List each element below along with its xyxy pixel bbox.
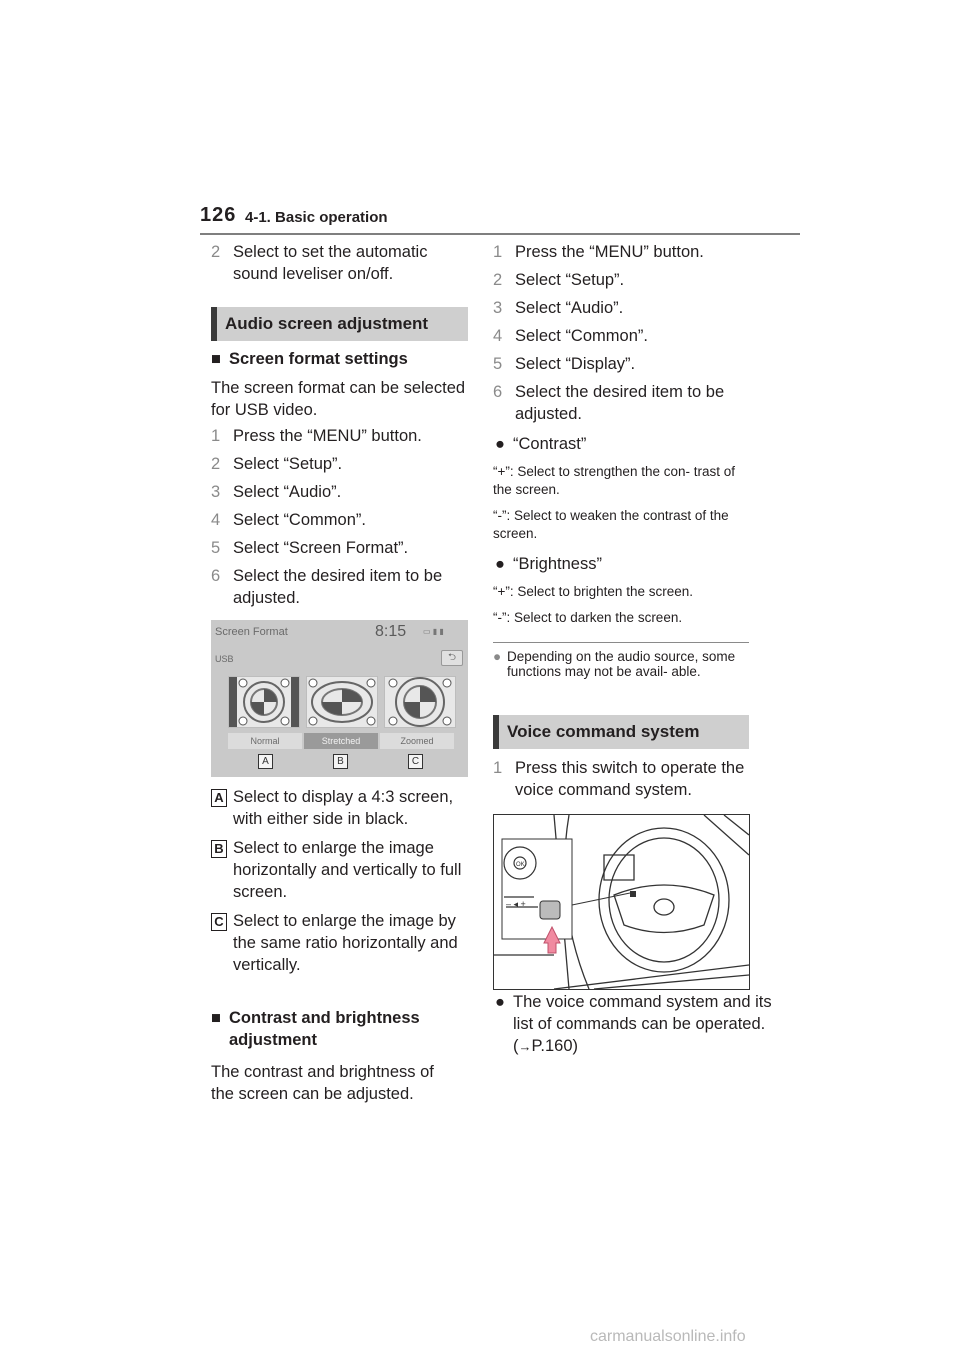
step-text: Select “Screen Format”. xyxy=(233,539,409,557)
step-list xyxy=(493,241,755,425)
step-text: Press the “MENU” button. xyxy=(515,243,704,261)
step-item xyxy=(493,353,755,375)
step-text: Select “Display”. xyxy=(515,355,636,373)
item-text: Select to enlarge the image by the same ratio horizontally and vertically. xyxy=(233,912,458,974)
bullet-brightness xyxy=(493,553,755,575)
screen-title: Screen Format xyxy=(215,626,288,638)
note-rule xyxy=(493,642,749,643)
brightness-minus-text: “-”: Select to darken the screen. xyxy=(493,610,683,625)
vc-step-1 xyxy=(493,757,775,801)
screen-format-block xyxy=(211,348,469,609)
step-text: Press this switch to operate the voice command system. xyxy=(515,759,745,799)
arrow-icon: → xyxy=(518,1039,532,1054)
badge-b: B xyxy=(211,840,227,858)
step-text: Select “Common”. xyxy=(515,327,648,345)
step-text: Select “Setup”. xyxy=(515,271,625,289)
svg-text:– ◂ +: – ◂ + xyxy=(506,899,526,909)
step-number: 2 xyxy=(211,243,221,261)
step-text: Select “Audio”. xyxy=(515,299,624,317)
step-number: 3 xyxy=(493,299,503,317)
preview-stretched xyxy=(306,676,378,728)
screen-source: USB xyxy=(215,654,234,664)
screen-clock: 8:15 xyxy=(375,623,407,640)
subheading-text: Screen format settings xyxy=(229,350,408,368)
item-text: Select to enlarge the image horizontally and vertically to full screen. xyxy=(233,839,462,901)
step-item xyxy=(211,481,469,503)
callout-b: B xyxy=(333,754,348,769)
page-reference-link[interactable]: P.160) xyxy=(531,1037,578,1055)
step-number: 2 xyxy=(493,271,503,289)
step-number: 2 xyxy=(211,455,221,473)
vc-bullet xyxy=(493,991,773,1058)
step-text: Press the “MENU” button. xyxy=(233,427,422,445)
item-c xyxy=(211,910,473,976)
square-bullet-icon: ■ xyxy=(211,350,221,368)
bullet-icon: ● xyxy=(495,435,505,453)
callout-c: C xyxy=(408,754,423,769)
step-number: 4 xyxy=(211,511,221,529)
step-item xyxy=(211,425,469,447)
step-text: Select to set the automatic sound leveliser on/off. xyxy=(233,243,428,283)
left-column xyxy=(211,241,473,285)
item-text: Select to display a 4:3 screen, with either side in black. xyxy=(233,788,454,828)
bullet-contrast xyxy=(493,433,755,455)
page-number: 126 xyxy=(200,204,237,226)
steering-wheel-illustration xyxy=(493,814,750,990)
subheading-text: Contrast and brightness adjustment xyxy=(229,1009,420,1049)
tab-zoomed[interactable]: Zoomed xyxy=(380,733,454,749)
step-text: Select “Setup”. xyxy=(233,455,343,473)
bullet-icon: ● xyxy=(495,555,505,573)
subheading-contrast-brightness xyxy=(211,1007,461,1051)
step-number: 1 xyxy=(493,759,503,777)
tab-normal[interactable]: Normal xyxy=(228,733,302,749)
header-rule xyxy=(200,233,800,235)
step-number: 5 xyxy=(211,539,221,557)
test-pattern-icon xyxy=(307,677,377,727)
step-item xyxy=(211,453,469,475)
step-number: 3 xyxy=(211,483,221,501)
step-text: Select the desired item to be adjusted. xyxy=(515,383,725,423)
step-number: 5 xyxy=(493,355,503,373)
step-text: Select “Audio”. xyxy=(233,483,342,501)
status-icons: ▭ ▮ ▮ xyxy=(423,627,444,636)
step-number: 6 xyxy=(493,383,503,401)
step-list xyxy=(211,425,469,609)
preview-zoomed xyxy=(384,676,456,728)
intro-text: The contrast and brightness of the screen can be adjusted. xyxy=(211,1063,434,1103)
note-audio-source xyxy=(493,649,759,679)
contrast-minus-text: “-”: Select to weaken the contrast of the screen. xyxy=(493,508,729,541)
square-bullet-icon: ■ xyxy=(211,1009,221,1027)
step-item xyxy=(493,241,755,263)
watermark: carmanualsonline.info xyxy=(590,1328,746,1345)
screen-format-illustration xyxy=(211,620,468,777)
step-item xyxy=(211,537,469,559)
badge-c: C xyxy=(211,913,227,931)
badge-a: A xyxy=(211,789,227,807)
test-pattern-icon xyxy=(229,677,299,727)
preview-normal xyxy=(228,676,300,728)
section-title-audio-screen: Audio screen adjustment xyxy=(211,307,468,341)
back-arrow-icon: ⮌ xyxy=(441,650,463,666)
step-item xyxy=(493,325,755,347)
step-number: 6 xyxy=(211,567,221,585)
item-b xyxy=(211,837,473,903)
step-number: 1 xyxy=(211,427,221,445)
bullet-text: “Brightness” xyxy=(513,555,602,573)
note-bullet-icon: ● xyxy=(493,649,502,664)
section-title-voice-command: Voice command system xyxy=(493,715,749,749)
bullet-icon: ● xyxy=(495,993,505,1011)
step-item xyxy=(493,269,755,291)
tab-stretched[interactable]: Stretched xyxy=(304,733,378,749)
bullet-text: The voice command system and its list of commands can be operated. ( xyxy=(513,993,772,1055)
step-text: Select the desired item to be adjusted. xyxy=(233,567,443,607)
callout-a: A xyxy=(258,754,273,769)
step-text: Select “Common”. xyxy=(233,511,366,529)
step-number: 1 xyxy=(493,243,503,261)
item-descriptions xyxy=(211,786,473,976)
test-pattern-icon xyxy=(385,677,455,727)
step-item xyxy=(211,509,469,531)
svg-text:OK: OK xyxy=(516,862,525,868)
bullet-text: “Contrast” xyxy=(513,435,587,453)
brightness-plus-text: “+”: Select to brighten the screen. xyxy=(493,584,693,599)
step-item xyxy=(493,297,755,319)
steering-wheel-drawing xyxy=(494,815,749,989)
step-item xyxy=(211,565,469,609)
contrast-brightness-block xyxy=(211,1007,461,1105)
step-item xyxy=(493,381,755,425)
section-heading: 4-1. Basic operation xyxy=(245,209,388,226)
right-column xyxy=(493,241,755,627)
contrast-plus-text: “+”: Select to strengthen the con- trast of the screen. xyxy=(493,464,735,497)
intro-text: The screen format can be selected for USB video. xyxy=(211,379,466,419)
step-number: 4 xyxy=(493,327,503,345)
item-a xyxy=(211,786,473,830)
subheading-screen-format xyxy=(211,348,469,370)
step-2-auto-leveliser xyxy=(211,241,473,285)
note-text: Depending on the audio source, some functions may not be avail- able. xyxy=(507,649,736,679)
